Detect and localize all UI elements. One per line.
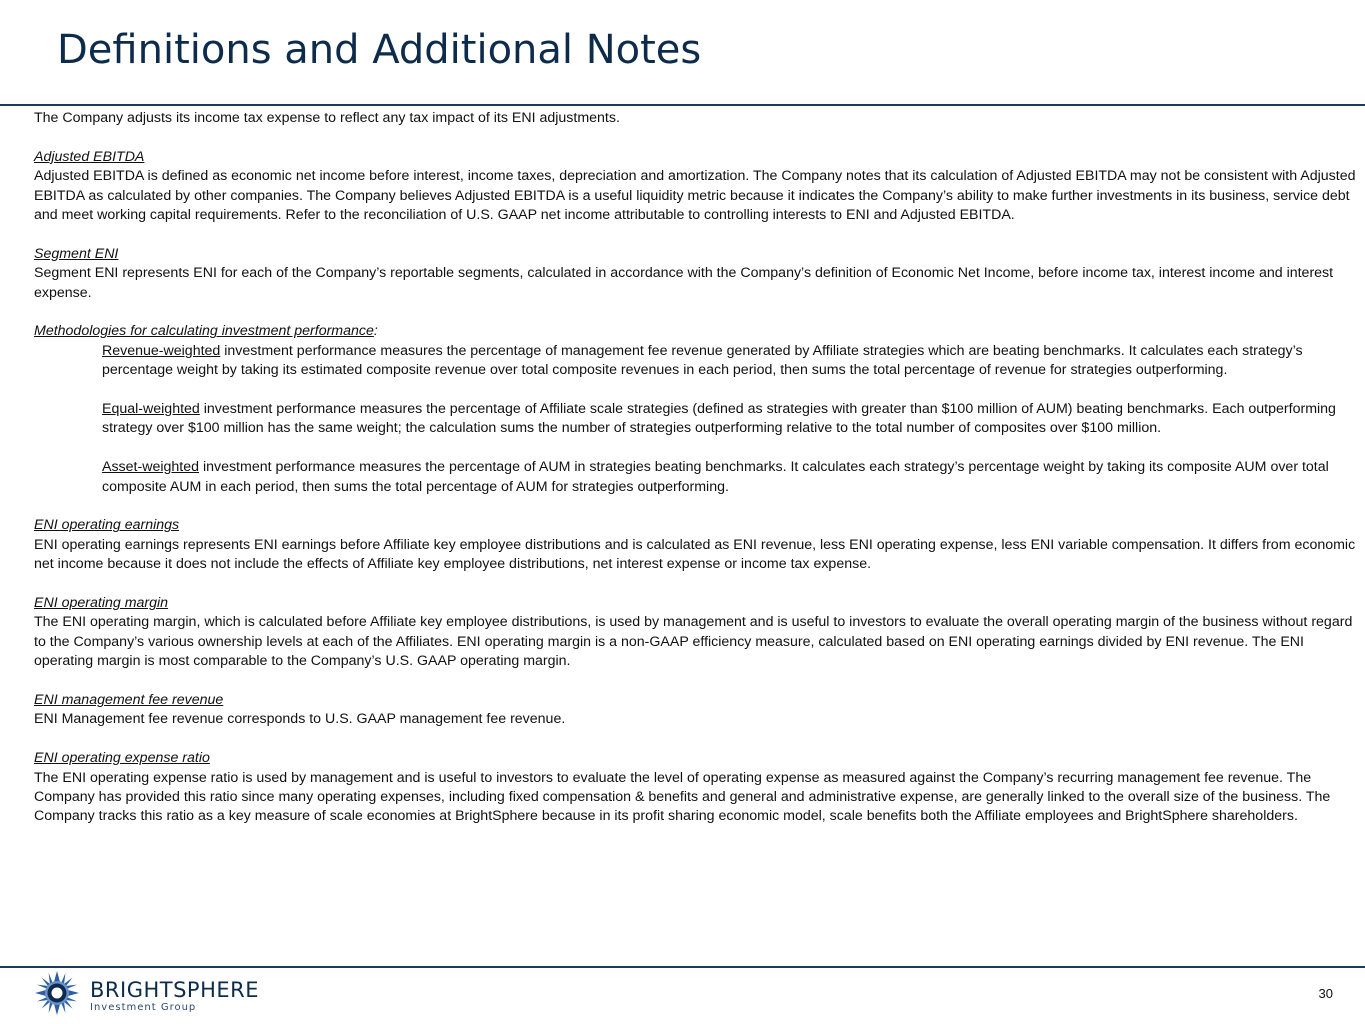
method-term: Equal-weighted [102,401,200,418]
methodologies-heading-colon: : [373,323,378,340]
methodologies-heading-text: Methodologies for calculating investment performance [34,323,374,340]
section-heading-adjusted-ebitda: Adjusted EBITDA [34,148,145,165]
section-body-eni-operating-expense-ratio: The ENI operating expense ratio is used by management and is useful to investors to evaluate the level of operating expense as measured against the Company’s recurring management fee revenue. The Company has provided this ratio since many operating expenses, including fixed compensation & benefits and general and administrative expense, are generally linked to the overall size of the business. The Company tracks this ratio as a key measure of scale economies at BrightSphere because in its profit sharing economic model, scale benefits both the Affiliate employees and BrightSphere shareholders. [34,769,1331,825]
method-item [34,342,1358,381]
section-body-adjusted-ebitda: Adjusted EBITDA is defined as economic net income before interest, income taxes, depreciation and amortization. The Company notes that its calculation of Adjusted EBITDA may not be consistent with Adjusted EBITDA as calculated by other companies. The Company believes Adjusted EBITDA is a useful liquidity metric because it indicates the Company’s ability to make further investments in its business, service debt and meet working capital requirements. Refer to the reconciliation of U.S. GAAP net income attributable to controlling interests to ENI and Adjusted EBITDA. [34,168,1356,224]
section-heading-methodologies [34,322,1358,341]
method-item [34,400,1358,439]
method-item [34,458,1358,497]
page-title: Definitions and Additional Notes [57,27,702,73]
brightsphere-logo [34,970,274,1020]
section-body-eni-management-fee-revenue: ENI Management fee revenue corresponds to U.S. GAAP management fee revenue. [34,711,566,728]
method-term: Revenue-weighted [102,342,221,359]
definitions-content [34,109,1358,827]
footer-divider [0,966,1365,968]
method-term: Asset-weighted [102,459,199,476]
method-text: investment performance measures the percentage of AUM in strategies beating benchmarks. It calculates each strategy’s percentage weight by taking its composite AUM over total composite AUM in each period, then sums the total percentage of AUM for strategies outperforming. [102,459,1329,495]
method-text: investment performance measures the percentage of Affiliate scale strategies (defined as strategies with greater than $100 million of AUM) beating benchmarks. Each outperforming strategy over $100 million has the same weight; the calculation sums the number of strategies outperforming relative to the total number of composites over $100 million. [102,401,1336,437]
section-body-segment-eni: Segment ENI represents ENI for each of the Company’s reportable segments, calculated in accordance with the Company’s definition of Economic Net Income, before income tax, interest income and interest expense. [34,265,1334,301]
method-text: investment performance measures the percentage of management fee revenue generated by Affiliate strategies which are beating benchmarks. It calculates each strategy’s percentage weight by taking its estimated composite revenue over total composite revenues in each period, then sums the total percentage of revenue for strategies outperforming. [102,342,1303,379]
section-heading-segment-eni: Segment ENI [34,245,119,262]
section-heading-eni-management-fee-revenue: ENI management fee revenue [34,692,224,709]
section-body-eni-operating-earnings: ENI operating earnings represents ENI earnings before Affiliate key employee distributions and is calculated as ENI revenue, less ENI operating expense, less ENI variable compensation. It differs from economic net income because it does not include the effects of Affiliate key employee distributions, net interest expense or income tax expense. [34,536,1356,573]
brightsphere-starburst-icon [34,970,80,1016]
page-number: 30 [1318,986,1333,1001]
logo-subtitle: Investment Group [90,1002,197,1013]
section-heading-eni-operating-earnings: ENI operating earnings [34,517,180,534]
logo-name: BRIGHTSPHERE [90,978,259,1002]
header-divider [0,104,1365,106]
intro-paragraph: The Company adjusts its income tax expense to reflect any tax impact of its ENI adjustments. [34,110,620,126]
section-heading-eni-operating-margin: ENI operating margin [34,595,169,612]
section-heading-eni-operating-expense-ratio: ENI operating expense ratio [34,750,210,767]
section-body-eni-operating-margin: The ENI operating margin, which is calculated before Affiliate key employee distributions, is used by management and is useful to investors to evaluate the overall operating margin of the business without regard to the Company’s various ownership levels at each of the Affiliates. ENI operating margin is a non-GAAP efficiency measure, calculated based on ENI operating earnings divided by ENI revenue. The ENI operating margin is most comparable to the Company’s U.S. GAAP operating margin. [34,614,1353,670]
